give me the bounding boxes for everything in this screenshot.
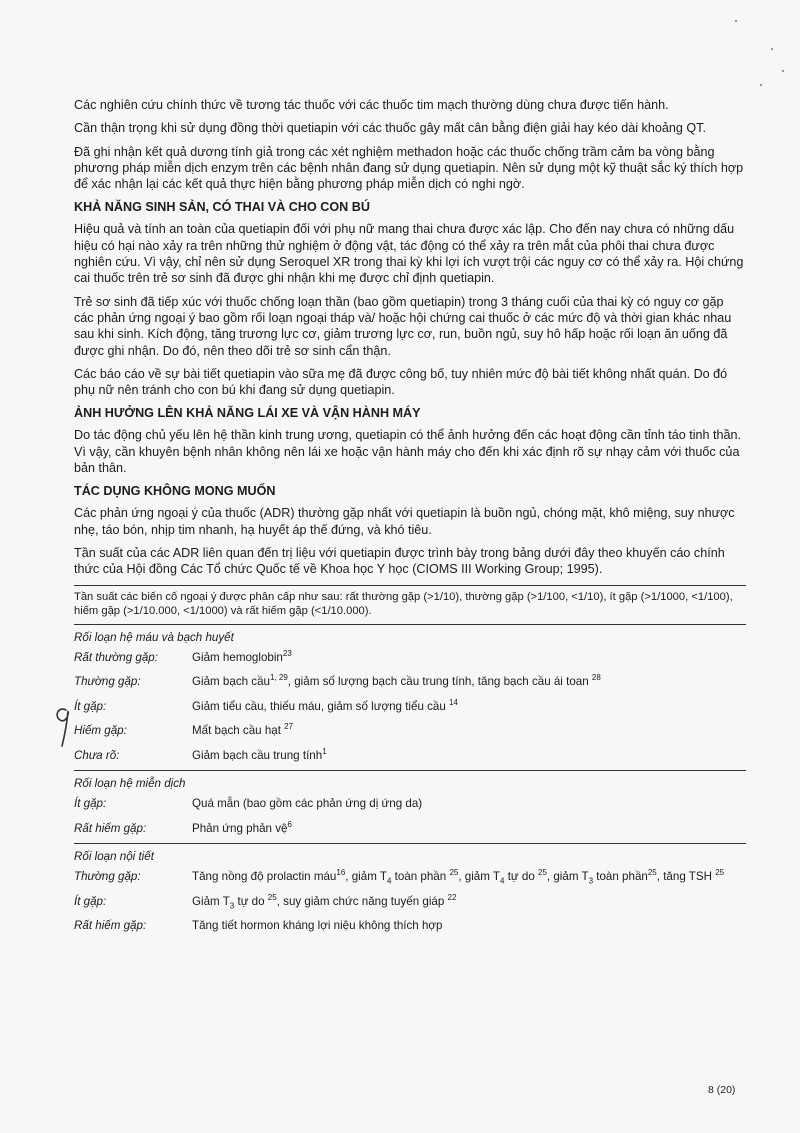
section-heading: KHẢ NĂNG SINH SẢN, CÓ THAI VÀ CHO CON BÚ — [74, 200, 370, 215]
adverse-effect: Tăng nồng độ prolactin máu$^{16}$, giảm $T_4$ toàn phần $^{25}$, giảm $T_4$ tự do $^{25}$, giảm $T_3$ toàn phần$^{25}$, tăng TSH $^{25}$ — [192, 868, 725, 886]
adverse-effect: Phản ứng phản vệ$^6$ — [192, 819, 292, 835]
table-row — [74, 721, 746, 746]
table-row — [74, 892, 746, 917]
page-number: 8 (20) — [708, 1084, 736, 1096]
document-page — [74, 97, 746, 941]
frequency-label: Hiếm gặp: — [74, 724, 127, 738]
adverse-effect: Tăng tiết hormon kháng lợi niệu không thích hợp — [192, 919, 443, 933]
adverse-effect: Mất bạch cầu hạt $^{27}$ — [192, 722, 294, 738]
table-row — [74, 819, 746, 844]
paragraph: Các báo cáo về sự bài tiết quetiapin vào sữa mẹ đã được công bố, tuy nhiên mức độ bài tiết không nhất quán. Do đó phụ nữ nên tránh cho con bú khi đang sử dụng quetiapin. — [74, 366, 728, 398]
table-group-title: Rối loạn nội tiết — [74, 850, 154, 864]
paragraph: Do tác động chủ yếu lên hệ thần kinh trung ương, quetiapin có thể ảnh hưởng đến các hoạt động cần tỉnh táo tinh thần. Vì vậy, cần khuyên bệnh nhân không nên lái xe hoặc vận hành máy cho đến khi xác định rõ sự nhạy cảm với thuốc của bản thân. — [74, 428, 742, 476]
table-group-endocrine — [74, 843, 746, 941]
paragraph: Trẻ sơ sinh đã tiếp xúc với thuốc chống loạn thần (bao gồm quetiapin) trong 3 tháng cuối của thai kỳ có nguy cơ gặp các phản ứng ngoại ý bao gồm rối loạn ngoại tháp và/ hoặc hội chứng cai thuốc ở các mức độ và thời gian khác nhau sau khi sinh. Kích động, tăng trương lực cơ, giảm trương lực cơ, run, buồn ngủ, suy hô hấp hoặc rối loạn ăn uống đã được ghi nhận. Do đó, nên theo dõi trẻ sơ sinh cẩn thận. — [74, 294, 732, 358]
frequency-label: Ít gặp: — [74, 797, 107, 811]
table-row — [74, 672, 746, 697]
table-row — [74, 648, 746, 673]
table-group-blood — [74, 625, 746, 771]
frequency-label: Chưa rõ: — [74, 748, 120, 762]
section-heading: TÁC DỤNG KHÔNG MONG MUỐN — [74, 484, 276, 499]
table-row — [74, 746, 746, 771]
table-row — [74, 794, 746, 819]
table-group-title: Rối loạn hệ miễn dịch — [74, 777, 186, 791]
paragraph: Tần suất của các ADR liên quan đến trị liệu với quetiapin được trình bày trong bảng dưới đây theo khuyến cáo chính thức của Hội đồng Các Tổ chức Quốc tế về Khoa học Y học (CIOMS III Working Group; 1995). — [74, 545, 725, 577]
frequency-label: Ít gặp: — [74, 699, 107, 713]
table-group-title: Rối loạn hệ máu và bạch huyết — [74, 630, 234, 644]
paragraph: Hiệu quả và tính an toàn của quetiapin đối với phụ nữ mang thai chưa được xác lập. Cho đến nay chưa có những dấu hiệu có hại nào xảy ra trên những thử nghiệm ở động vật, tác động có thể xảy ra trên mắt của phôi thai chưa được nghiên cứu. Vì vậy, chỉ nên sử dụng Seroquel XR trong thai kỳ khi lợi ích vượt trội các nguy cơ có thể xảy ra. Hội chứng cai thuốc trên trẻ sơ sinh đã được ghi nhận khi mẹ được chỉ định quetiapin. — [74, 222, 744, 286]
adverse-effect: Giảm tiểu cầu, thiếu máu, giảm số lượng tiểu cầu $^{14}$ — [192, 697, 458, 713]
frequency-label: Rất thường gặp: — [74, 650, 158, 664]
handwritten-mark-icon — [52, 702, 78, 750]
paragraph: Các phản ứng ngoại ý của thuốc (ADR) thường gặp nhất với quetiapin là buồn ngủ, chóng mặt, khô miệng, suy nhược nhẹ, táo bón, nhịp tim nhanh, hạ huyết áp thế đứng, và khó tiêu. — [74, 506, 735, 537]
table-row — [74, 867, 746, 892]
frequency-label: Ít gặp: — [74, 894, 107, 908]
table-row — [74, 697, 746, 722]
frequency-label: Thường gặp: — [74, 870, 141, 884]
table-group-immune — [74, 770, 746, 843]
table-row — [74, 916, 746, 941]
frequency-label: Thường gặp: — [74, 675, 141, 689]
adverse-effect: Quá mẫn (bao gồm các phản ứng dị ứng da) — [192, 797, 423, 811]
section-heading: ẢNH HƯỞNG LÊN KHẢ NĂNG LÁI XE VÀ VẬN HÀNH MÁY — [74, 406, 421, 421]
adverse-effect: Giảm hemoglobin$^{23}$ — [192, 648, 292, 664]
frequency-note: Tần suất các biến cố ngoại ý được phân cấp như sau: rất thường gặp (>1/10), thường gặp (>1/100, <1/10), ít gặp (>1/1000, <1/100), hiếm gặp (>1/10.000, <1/1000) và rất hiếm gặp (<1/10.000). — [74, 585, 746, 625]
paragraph: Cần thận trọng khi sử dụng đồng thời quetiapin với các thuốc gây mất cân bằng điện giải hay kéo dài khoảng QT. — [74, 121, 706, 136]
paragraph: Các nghiên cứu chính thức về tương tác thuốc với các thuốc tim mạch thường dùng chưa được tiến hành. — [74, 98, 669, 112]
adverse-effect: Giảm $T_3$ tự do $^{25}$, suy giảm chức năng tuyến giáp $^{22}$ — [192, 892, 457, 910]
adverse-effect: Giảm bạch cầu$^{1, 29}$, giảm số lượng bạch cầu trung tính, tăng bạch cầu ái toan $^{28}$ — [192, 673, 601, 689]
adverse-effect: Giảm bạch cầu trung tính$^1$ — [192, 746, 327, 762]
frequency-label: Rất hiếm gặp: — [74, 821, 147, 835]
paragraph: Đã ghi nhận kết quả dương tính giả trong các xét nghiệm methadon hoặc các thuốc chống trầm cảm ba vòng bằng phương pháp miễn dịch enzym trên các bệnh nhân đang sử dụng quetiapin. Nên sử dụng một kỹ thuật sắc ký thích hợp để xác nhận lại các kết quả thực hiện bằng phương pháp miễn dịch có nghi ngờ. — [74, 144, 744, 192]
frequency-label: Rất hiếm gặp: — [74, 919, 147, 933]
